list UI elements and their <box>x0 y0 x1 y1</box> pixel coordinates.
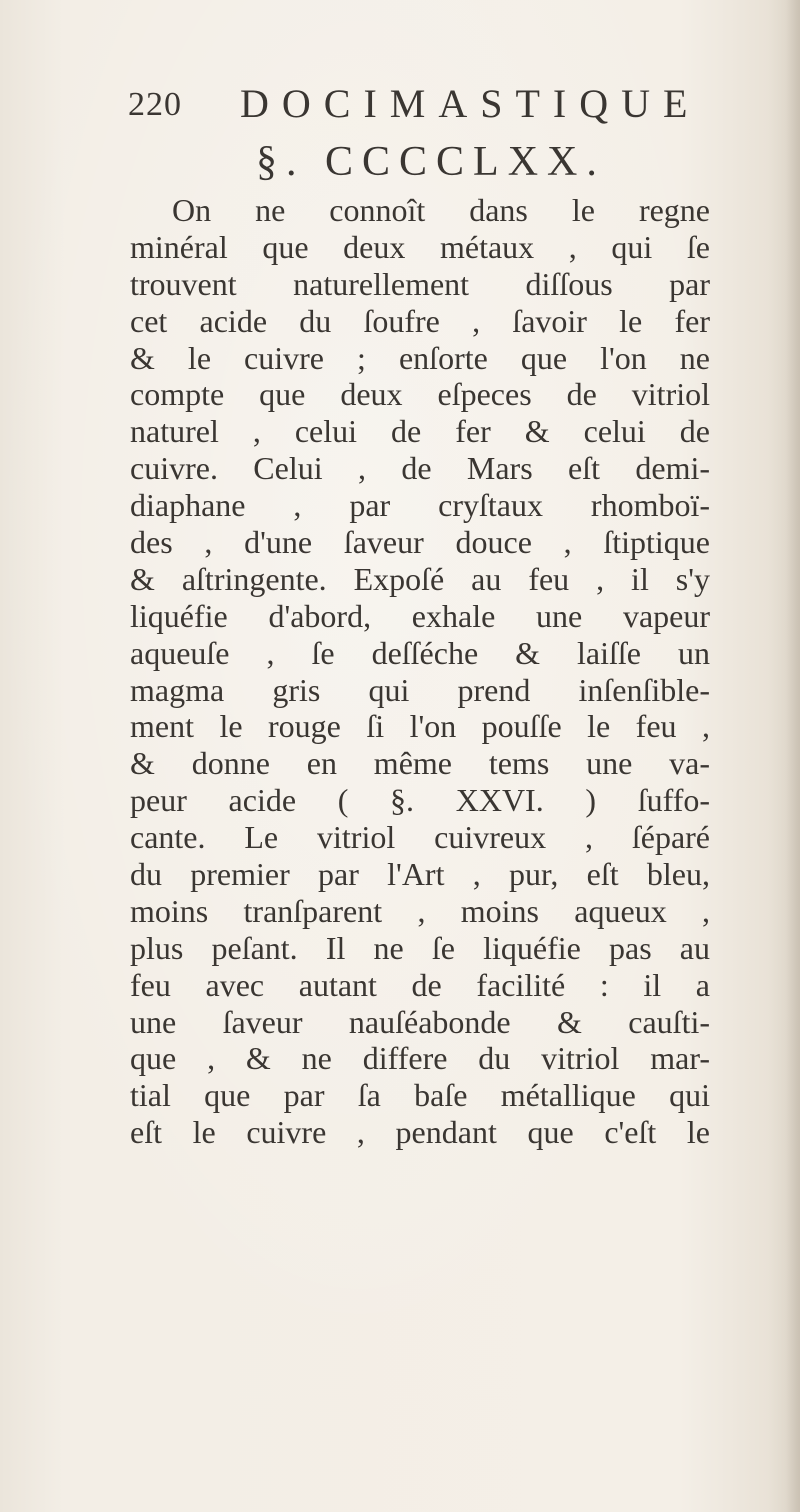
text-line: & donne en même tems une va- <box>130 745 710 782</box>
text-line: diaphane , par cryſtaux rhomboï- <box>130 487 710 524</box>
text-line: magma gris qui prend inſenſible- <box>130 671 710 708</box>
text-line: trouvent naturellement diſſous par <box>130 265 710 302</box>
text-line: une ſaveur nauſéabonde & cauſti- <box>130 1003 710 1040</box>
text-line: feu avec autant de facilité : il a <box>130 966 710 1003</box>
text-line: & aſtringente. Expoſé au feu , il s'y <box>130 560 710 597</box>
text-line: cante. Le vitriol cuivreux , ſéparé <box>130 819 710 856</box>
text-line: que , & ne differe du vitriol mar- <box>130 1040 710 1077</box>
text-line: aqueuſe , ſe deſſéche & laiſſe un <box>130 634 710 671</box>
text-line: du premier par l'Art , pur, eſt bleu, <box>130 856 710 893</box>
text-line: liquéfie d'abord, exhale une vapeur <box>130 597 710 634</box>
text-line: compte que deux eſpeces de vitriol <box>130 376 710 413</box>
text-line: moins tranſparent , moins aqueux , <box>130 892 710 929</box>
text-line: On ne connoît dans le regne <box>172 192 710 228</box>
text-line: tial que par ſa baſe métallique qui <box>130 1077 710 1114</box>
page-header <box>128 80 701 130</box>
text-line: peur acide ( §. XXVI. ) ſuffo- <box>130 782 710 819</box>
page-edge-shadow <box>786 0 800 1512</box>
text-line: eſt le cuivre , pendant que c'eſt le <box>130 1114 710 1151</box>
running-head: DOCIMASTIQUE <box>240 81 701 126</box>
text-line: cet acide du ſoufre , ſavoir le fer <box>130 302 710 339</box>
text-line: des , d'une ſaveur douce , ſtiptique <box>130 524 710 561</box>
text-line: cuivre. Celui , de Mars eſt demi- <box>130 450 710 487</box>
text-line: naturel , celui de fer & celui de <box>130 413 710 450</box>
text-line: & le cuivre ; enſorte que l'on ne <box>130 339 710 376</box>
text-line: minéral que deux métaux , qui ſe <box>130 228 710 265</box>
page-number: 220 <box>128 86 182 123</box>
section-heading: §. CCCCLXX. <box>256 139 606 185</box>
body-paragraph <box>130 192 710 1151</box>
text-line: plus peſant. Il ne ſe liquéfie pas au <box>130 929 710 966</box>
text-line: ment le rouge ſi l'on pouſſe le feu , <box>130 708 710 745</box>
